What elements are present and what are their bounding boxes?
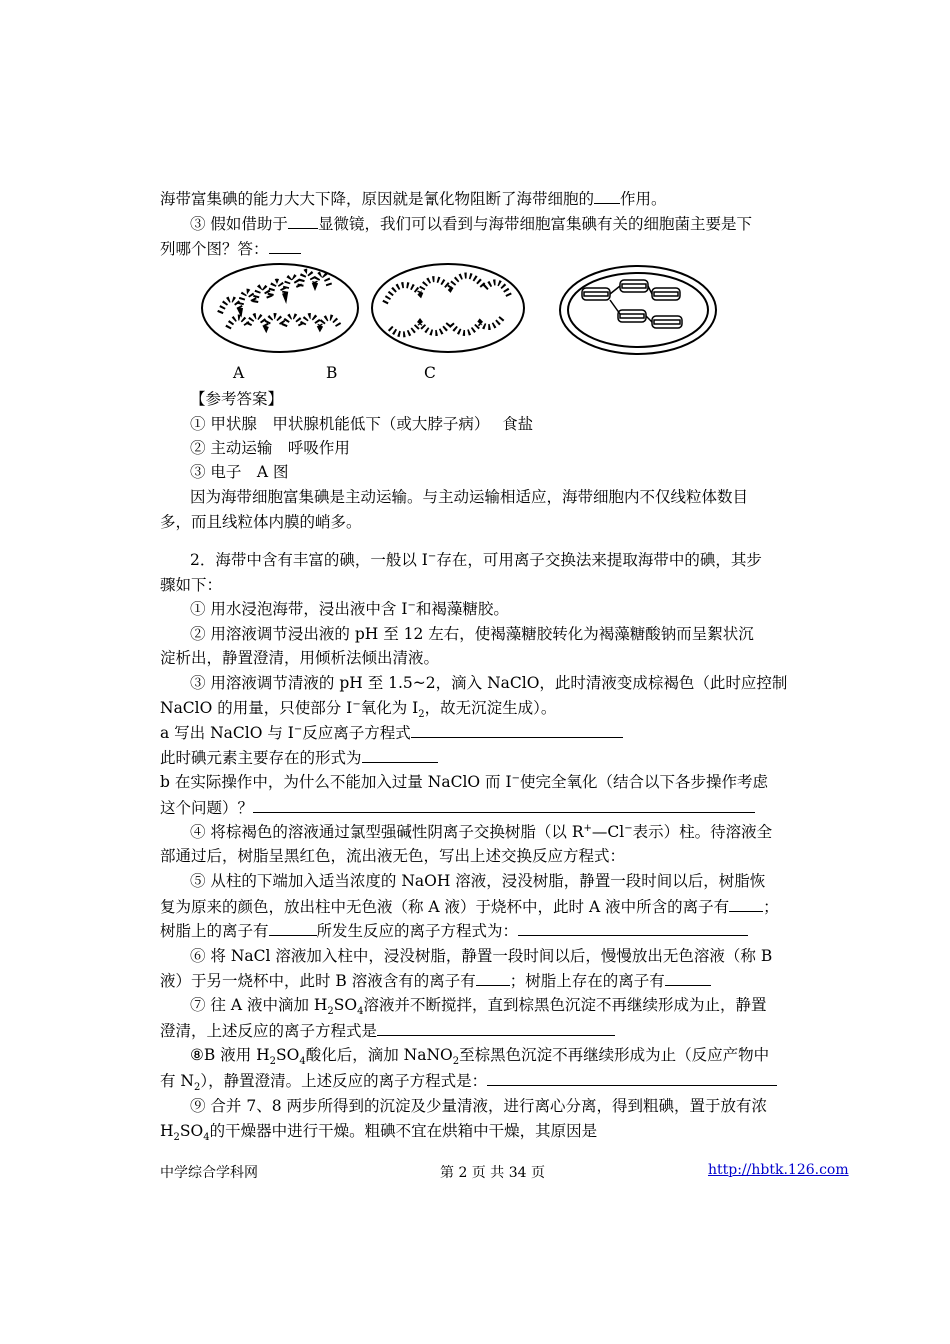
answer-blank[interactable] — [476, 970, 510, 986]
footer-url-link[interactable]: http://hbtk.126.com — [708, 1162, 849, 1178]
answer-heading: 【参考答案】 — [190, 390, 284, 408]
text-line: ③ 假如借助于 显微镜，我们可以看到与海带细胞富集碘有关的细胞菌主要是下 — [190, 215, 752, 233]
answer-blank[interactable] — [518, 920, 748, 936]
step-line: ⑤ 从柱的下端加入适当浓度的 NaOH 溶液，浸没树脂，静置一段时间以后，树脂恢 — [190, 872, 766, 890]
answer-line: 因为海带细胞富集碘是主动运输。与主动运输相适应，海带细胞内不仅线粒体数目 — [190, 488, 749, 506]
step-line: 淀析出，静置澄清，用倾析法倾出清液。 — [160, 649, 440, 667]
step-line: 液）于另一烧杯中，此时 B 溶液含有的离子有 ；树脂上存在的离子有 — [160, 970, 711, 991]
answer-blank[interactable] — [269, 920, 317, 936]
step-line: ③ 用溶液调节清液的 pH 至 1.5~2，滴入 NaClO，此时清液变成棕褐色（此时应控制 — [190, 674, 788, 692]
answer-blank[interactable] — [487, 1070, 777, 1086]
text-line: 海带富集碘的能力大大下降，原因就是氰化物阻断了海带细胞的 作用。 — [160, 190, 667, 208]
answer-line: ③ 电子 A 图 — [190, 463, 289, 481]
step-line: ④ 将棕褐色的溶液通过氯型强碱性阴离子交换树脂（以 R+—Cl−表示）柱。待溶液全 — [190, 822, 773, 841]
step-line: 澄清，上述反应的离子方程式是 — [160, 1020, 615, 1041]
question-b-line: b 在实际操作中，为什么不能加入过量 NaClO 而 I−使完全氧化（结合以下各步操作考虑 — [160, 772, 768, 791]
answer-blank[interactable] — [729, 896, 763, 912]
question-2-line: 骤如下： — [160, 576, 223, 594]
step-line: 树脂上的离子有 所发生反应的离子方程式为： — [160, 920, 748, 941]
figure-label-b: B — [326, 364, 338, 382]
answer-line: 多，而且线粒体内膜的峭多。 — [160, 513, 362, 531]
answer-line: ② 主动运输 呼吸作用 — [190, 439, 350, 457]
question-a-line: 此时碘元素主要存在的形式为 — [160, 747, 438, 768]
mitochondria-figures — [200, 258, 720, 358]
answer-blank[interactable] — [665, 970, 711, 986]
step-line: ⑦ 往 A 液中滴加 $H_2SO_4$溶液并不断搅拌，直到棕黑色沉淀不再继续形成为止，静置 — [190, 996, 767, 1018]
text-line: 列哪个图？答： — [160, 238, 301, 259]
answer-line: ① 甲状腺 甲状腺机能低下（或大脖子病） 食盐 — [190, 415, 534, 433]
question-2-line: 2．海带中含有丰富的碘，一般以 I−存在，可用离子交换法来提取海带中的碘，其步 — [190, 550, 762, 569]
footer-page-number: 第 2 页 共 34 页 — [440, 1165, 545, 1181]
step-line: ② 用溶液调节浸出液的 pH 至 12 左右，使褐藻糖胶转化为褐藻糖酸钠而呈絮状沉 — [190, 625, 754, 643]
question-a-line: a 写出 NaClO 与 I−反应离子方程式 — [160, 722, 623, 743]
step-line: 部通过后，树脂呈黑红色，流出液无色，写出上述交换反应方程式： — [160, 847, 626, 865]
footer-site-name: 中学综合学科网 — [160, 1165, 258, 1181]
step-line: NaClO 的用量，只使部分 I−氧化为 $I_2$，故无沉淀生成）。 — [160, 698, 557, 721]
step-line: 有 $N_2$），静置澄清。上述反应的离子方程式是： — [160, 1070, 777, 1091]
figure-b — [372, 264, 524, 352]
answer-blank[interactable] — [377, 1020, 615, 1036]
question-b-line: 这个问题）？ — [160, 797, 755, 818]
figure-label-c: C — [424, 364, 436, 382]
answer-blank[interactable] — [362, 747, 438, 763]
figure-c — [560, 266, 716, 354]
step-line: $H_2SO_4$的干燥器中进行干燥。粗碘不宜在烘箱中干燥，其原因是 — [160, 1122, 598, 1144]
answer-blank[interactable] — [253, 797, 755, 813]
figure-a — [202, 264, 358, 352]
footer-link[interactable] — [708, 1162, 849, 1178]
figure-label-a: A — [233, 364, 245, 382]
step-line: ⑧B 液用 $H_2SO_4$酸化后，滴加 NaNO$_2$至棕黑色沉淀不再继续形成为止（反应产物中 — [190, 1046, 770, 1068]
step-line: ⑨ 合并 7、8 两步所得到的沉淀及少量清液，进行离心分离，得到粗碘，置于放有浓 — [190, 1097, 768, 1115]
step-line: 复为原来的颜色，放出柱中无色液（称 A 液）于烧杯中，此时 A 液中所含的离子有 ； — [160, 898, 779, 916]
answer-blank[interactable] — [411, 722, 623, 738]
step-line: ⑥ 将 NaCl 溶液加入柱中，浸没树脂，静置一段时间以后，慢慢放出无色溶液（称 B — [190, 947, 773, 965]
step-line: ① 用水浸泡海带，浸出液中含 I−和褐藻糖胶。 — [190, 599, 509, 618]
